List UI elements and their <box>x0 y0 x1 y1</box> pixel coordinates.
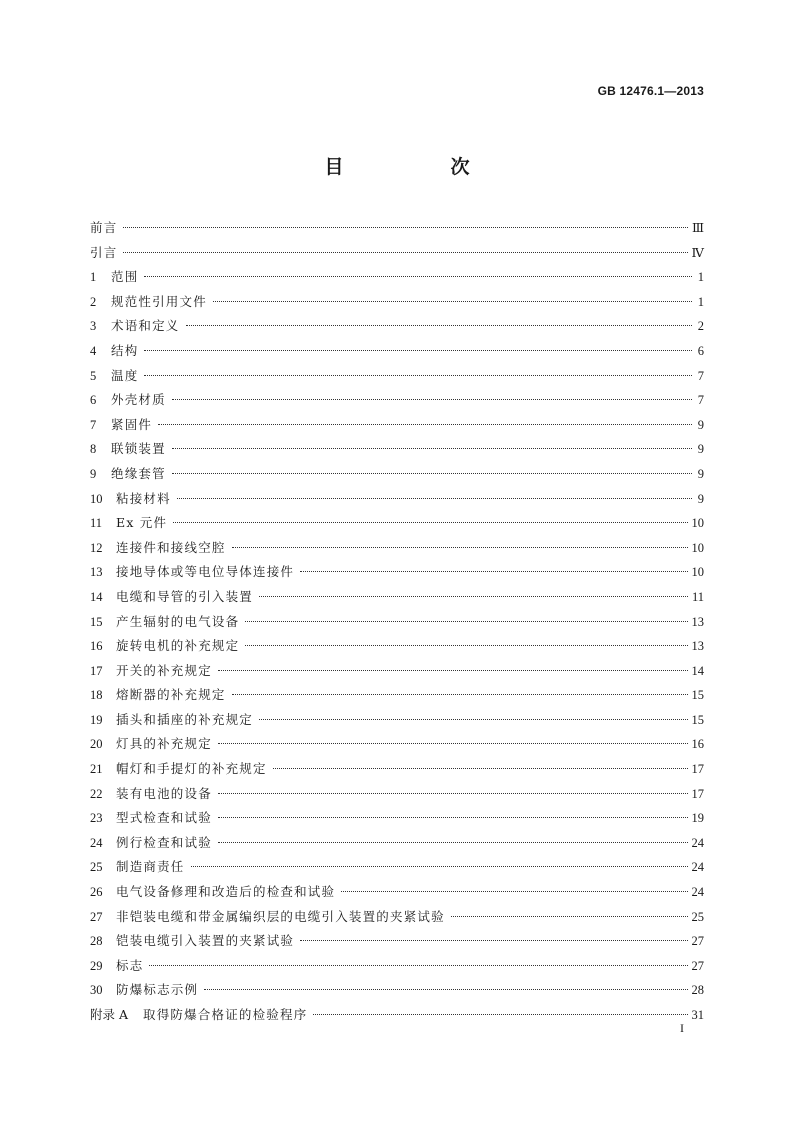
toc-entry-page: 9 <box>697 491 704 506</box>
toc-entry-page: 16 <box>691 737 704 752</box>
toc-entry[interactable] <box>90 585 704 610</box>
toc-leader-dots <box>341 891 687 892</box>
toc-leader-dots <box>191 866 688 867</box>
table-of-contents <box>90 216 704 1028</box>
toc-entry-number: 17 <box>90 663 103 678</box>
toc-leader-dots <box>218 817 688 818</box>
toc-entry-page: 1 <box>697 270 704 285</box>
toc-entry-page: 31 <box>691 1008 704 1022</box>
toc-entry-number: 23 <box>90 811 103 826</box>
toc-entry-page: 11 <box>691 589 704 604</box>
toc-leader-dots <box>186 325 692 326</box>
toc-entry[interactable] <box>90 487 704 512</box>
toc-entry-number: 9 <box>90 466 97 481</box>
toc-leader-dots <box>232 547 688 548</box>
toc-entry-page: 10 <box>691 516 704 531</box>
toc-entry-page: 17 <box>691 762 704 777</box>
toc-entry-title: 温度 <box>111 367 139 383</box>
toc-leader-dots <box>245 645 687 646</box>
toc-leader-dots <box>172 448 692 449</box>
toc-leader-dots <box>123 227 688 228</box>
toc-entry-title: 插头和插座的补充规定 <box>116 711 254 727</box>
toc-leader-dots <box>144 276 692 277</box>
toc-entry[interactable] <box>90 216 704 241</box>
toc-entry-title: 结构 <box>111 342 139 358</box>
toc-leader-dots <box>218 670 688 671</box>
toc-leader-dots <box>232 694 688 695</box>
toc-entry-number: 21 <box>90 762 103 777</box>
toc-leader-dots <box>218 842 688 843</box>
toc-leader-dots <box>149 965 687 966</box>
toc-entry[interactable] <box>90 511 704 536</box>
toc-entry-page: Ⅲ <box>691 221 704 235</box>
toc-entry[interactable] <box>90 560 704 585</box>
toc-entry[interactable] <box>90 855 704 880</box>
toc-entry-title: 接地导体或等电位导体连接件 <box>116 564 295 580</box>
toc-entry-title: 装有电池的设备 <box>116 785 212 801</box>
toc-entry[interactable] <box>90 905 704 930</box>
toc-entry[interactable] <box>90 536 704 561</box>
toc-entry-title: 连接件和接线空腔 <box>116 539 226 555</box>
toc-entry[interactable] <box>90 610 704 635</box>
toc-entry-number: 20 <box>90 737 103 752</box>
toc-entry-number: 5 <box>90 368 97 383</box>
page-number: I <box>680 1021 684 1035</box>
toc-leader-dots <box>177 498 692 499</box>
toc-entry-title: 外壳材质 <box>111 392 166 408</box>
toc-entry-title: 标志 <box>116 957 144 973</box>
toc-leader-dots <box>300 571 687 572</box>
toc-entry-number: 2 <box>90 294 97 309</box>
toc-entry-number: 15 <box>90 614 103 629</box>
toc-entry[interactable] <box>90 978 704 1003</box>
toc-entry-number: 22 <box>90 786 103 801</box>
toc-leader-dots <box>245 621 687 622</box>
toc-leader-dots <box>218 743 688 744</box>
toc-entry-page: 9 <box>697 466 704 481</box>
toc-entry[interactable] <box>90 364 704 389</box>
toc-leader-dots <box>123 252 687 253</box>
toc-entry[interactable] <box>90 437 704 462</box>
toc-leader-dots <box>144 350 692 351</box>
toc-entry-number: 25 <box>90 860 103 875</box>
toc-entry[interactable] <box>90 782 704 807</box>
toc-entry-page: 27 <box>691 958 704 973</box>
toc-entry-number: 27 <box>90 909 103 924</box>
toc-entry-title: 范围 <box>111 269 139 285</box>
toc-entry-page: 7 <box>697 368 704 383</box>
toc-entry[interactable] <box>90 732 704 757</box>
toc-entry-title: 紧固件 <box>111 416 153 432</box>
toc-entry[interactable] <box>90 339 704 364</box>
standard-code: GB 12476.1—2013 <box>597 84 704 98</box>
toc-leader-dots <box>451 916 688 917</box>
toc-entry-title: 引言 <box>90 244 118 260</box>
toc-entry-page: 14 <box>691 663 704 678</box>
toc-entry-number: 14 <box>90 589 103 604</box>
toc-entry-title: 前言 <box>90 220 118 235</box>
toc-entry-title: 开关的补充规定 <box>116 662 212 678</box>
toc-entry-number: 11 <box>90 516 103 531</box>
toc-entry-number: 4 <box>90 343 97 358</box>
toc-entry-number: 30 <box>90 983 103 998</box>
toc-entry-title: 铠装电缆引入装置的夹紧试验 <box>116 933 295 949</box>
toc-entry[interactable] <box>90 290 704 315</box>
toc-entry-page: Ⅳ <box>691 245 704 260</box>
toc-leader-dots <box>144 375 692 376</box>
toc-entry-page: 19 <box>691 811 704 826</box>
toc-entry[interactable] <box>90 634 704 659</box>
toc-entry-number: 26 <box>90 885 103 900</box>
toc-entry[interactable] <box>90 413 704 438</box>
toc-leader-dots <box>204 989 687 990</box>
toc-title: 目 次 <box>324 156 514 178</box>
toc-entry-number: 12 <box>90 540 103 555</box>
toc-entry-title: 旋转电机的补充规定 <box>116 638 240 654</box>
toc-entry-title: 电气设备修理和改造后的检查和试验 <box>116 884 336 900</box>
toc-entry-page: 13 <box>691 639 704 654</box>
toc-entry-title: 取得防爆合格证的检验程序 <box>143 1007 308 1022</box>
toc-entry[interactable] <box>90 806 704 831</box>
toc-entry[interactable] <box>90 757 704 782</box>
toc-entry-page: 15 <box>691 688 704 703</box>
toc-leader-dots <box>259 719 687 720</box>
toc-entry-page: 13 <box>691 614 704 629</box>
toc-entry[interactable] <box>90 929 704 954</box>
toc-entry-number: 29 <box>90 958 103 973</box>
toc-entry-title: 绝缘套管 <box>111 465 166 481</box>
toc-entry-title: 型式检查和试验 <box>116 810 212 826</box>
toc-leader-dots <box>259 596 688 597</box>
toc-leader-dots <box>313 1014 687 1015</box>
toc-entry-page: 15 <box>691 712 704 727</box>
toc-entry-number: 16 <box>90 639 103 654</box>
toc-entry-page: 1 <box>697 294 704 309</box>
toc-entry-number: 24 <box>90 835 103 850</box>
toc-entry-page: 24 <box>691 835 704 850</box>
toc-entry-page: 9 <box>697 417 704 432</box>
toc-entry-page: 2 <box>697 319 704 334</box>
toc-entry-page: 9 <box>697 442 704 457</box>
toc-entry-number: 附录 A <box>90 1007 129 1022</box>
toc-entry-title: 例行检查和试验 <box>116 834 212 850</box>
toc-entry-title: 非铠装电缆和带金属编织层的电缆引入装置的夹紧试验 <box>116 908 445 924</box>
toc-entry-page: 27 <box>691 934 704 949</box>
toc-entry-page: 6 <box>697 343 704 358</box>
toc-entry[interactable] <box>90 683 704 708</box>
toc-leader-dots <box>172 399 692 400</box>
toc-entry-number: 6 <box>90 393 97 408</box>
toc-entry-number: 18 <box>90 688 103 703</box>
toc-entry-number: 8 <box>90 442 97 457</box>
toc-entry-page: 7 <box>697 393 704 408</box>
toc-entry[interactable] <box>90 462 704 487</box>
toc-entry[interactable] <box>90 954 704 979</box>
toc-entry-title: 灯具的补充规定 <box>116 736 212 752</box>
toc-entry-page: 24 <box>691 860 704 875</box>
toc-entry[interactable] <box>90 388 704 413</box>
toc-entry-title: 制造商责任 <box>116 859 185 875</box>
toc-entry[interactable] <box>90 708 704 733</box>
toc-leader-dots <box>158 424 692 425</box>
toc-entry[interactable] <box>90 314 704 339</box>
toc-entry-title: 术语和定义 <box>111 318 180 334</box>
toc-entry-page: 10 <box>691 540 704 555</box>
toc-entry[interactable] <box>90 265 704 290</box>
toc-entry-number: 3 <box>90 319 97 334</box>
toc-entry-title: Ex 元件 <box>116 515 168 531</box>
toc-leader-dots <box>300 940 687 941</box>
toc-entry-title: 规范性引用文件 <box>111 293 207 309</box>
toc-entry-title: 防爆标志示例 <box>116 982 199 998</box>
toc-entry[interactable] <box>90 880 704 905</box>
toc-leader-dots <box>173 522 687 523</box>
toc-entry-page: 28 <box>691 983 704 998</box>
toc-entry[interactable] <box>90 659 704 684</box>
toc-entry-title: 熔断器的补充规定 <box>116 687 226 703</box>
toc-entry-title: 粘接材料 <box>116 490 171 506</box>
toc-entry-number: 7 <box>90 417 97 432</box>
toc-entry-title: 产生辐射的电气设备 <box>116 613 240 629</box>
toc-entry-number: 19 <box>90 712 103 727</box>
toc-entry-number: 1 <box>90 270 97 285</box>
toc-entry-title: 帽灯和手提灯的补充规定 <box>116 761 267 777</box>
toc-entry-page: 24 <box>691 885 704 900</box>
toc-leader-dots <box>172 473 692 474</box>
toc-entry-page: 10 <box>691 565 704 580</box>
toc-leader-dots <box>218 793 688 794</box>
toc-entry-title: 联锁装置 <box>111 441 166 457</box>
toc-leader-dots <box>273 768 688 769</box>
toc-entry-page: 25 <box>691 909 704 924</box>
toc-entry-number: 13 <box>90 565 103 580</box>
toc-entry-page: 17 <box>691 786 704 801</box>
toc-entry[interactable] <box>90 831 704 856</box>
toc-leader-dots <box>213 301 692 302</box>
toc-entry-number: 28 <box>90 934 103 949</box>
toc-entry[interactable] <box>90 1003 704 1028</box>
toc-entry-title: 电缆和导管的引入装置 <box>116 588 254 604</box>
toc-entry[interactable] <box>90 241 704 266</box>
toc-entry-number: 10 <box>90 491 103 506</box>
